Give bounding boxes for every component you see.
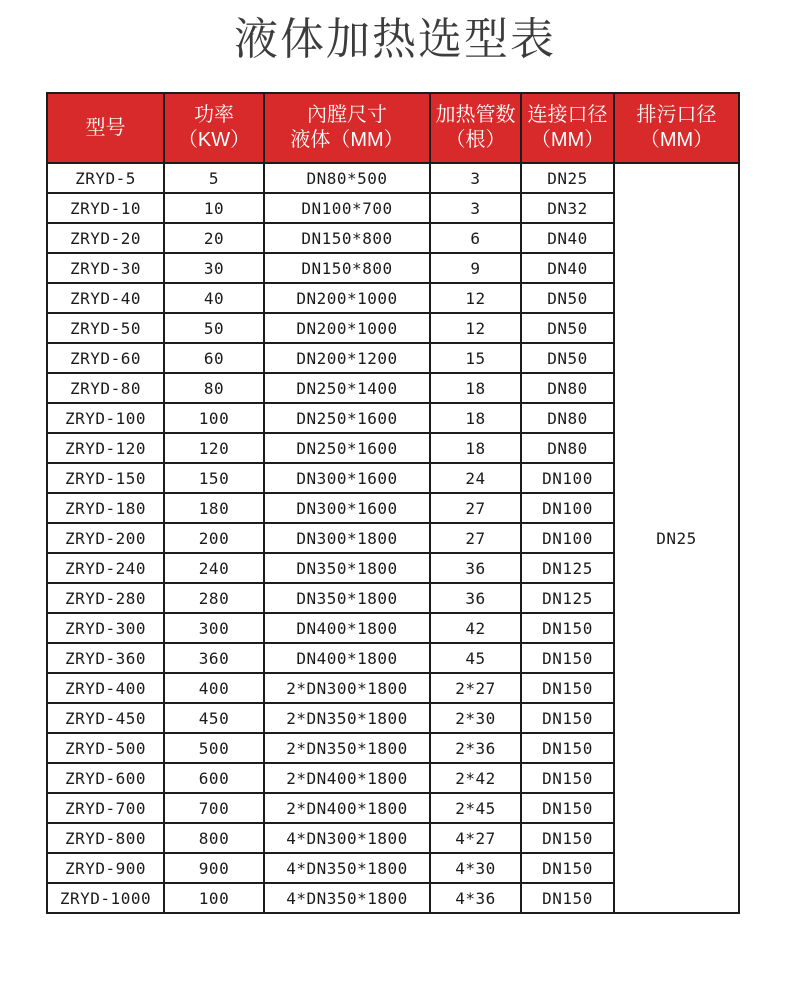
cell-power: 240: [164, 553, 264, 583]
cell-connection-diameter: DN150: [521, 763, 614, 793]
header-line: 功率: [194, 104, 234, 126]
cell-model: ZRYD-30: [47, 253, 164, 283]
cell-model: ZRYD-280: [47, 583, 164, 613]
cell-power: 180: [164, 493, 264, 523]
cell-chamber-size: DN100*700: [264, 193, 430, 223]
cell-connection-diameter: DN150: [521, 733, 614, 763]
cell-power: 900: [164, 853, 264, 883]
cell-connection-diameter: DN80: [521, 373, 614, 403]
cell-power: 360: [164, 643, 264, 673]
cell-connection-diameter: DN150: [521, 703, 614, 733]
cell-power: 80: [164, 373, 264, 403]
cell-connection-diameter: DN150: [521, 853, 614, 883]
cell-model: ZRYD-360: [47, 643, 164, 673]
cell-chamber-size: DN250*1400: [264, 373, 430, 403]
cell-power: 200: [164, 523, 264, 553]
cell-chamber-size: DN250*1600: [264, 403, 430, 433]
header-row: [47, 93, 739, 163]
header-line: 內膛尺寸: [307, 104, 387, 126]
cell-tube-count: 12: [430, 283, 521, 313]
cell-chamber-size: 2*DN400*1800: [264, 763, 430, 793]
col-header-connection-diameter: [521, 93, 614, 163]
cell-connection-diameter: DN150: [521, 673, 614, 703]
col-header-drain-diameter: [614, 93, 739, 163]
cell-model: ZRYD-240: [47, 553, 164, 583]
header-line: （MM）: [639, 129, 714, 151]
cell-power: 700: [164, 793, 264, 823]
cell-model: ZRYD-600: [47, 763, 164, 793]
cell-connection-diameter: DN150: [521, 793, 614, 823]
cell-model: ZRYD-400: [47, 673, 164, 703]
cell-tube-count: 6: [430, 223, 521, 253]
cell-model: ZRYD-20: [47, 223, 164, 253]
cell-power: 50: [164, 313, 264, 343]
cell-connection-diameter: DN32: [521, 193, 614, 223]
cell-power: 40: [164, 283, 264, 313]
cell-power: 30: [164, 253, 264, 283]
cell-model: ZRYD-180: [47, 493, 164, 523]
cell-tube-count: 3: [430, 193, 521, 223]
cell-model: ZRYD-100: [47, 403, 164, 433]
cell-tube-count: 42: [430, 613, 521, 643]
cell-connection-diameter: DN150: [521, 883, 614, 913]
cell-model: ZRYD-500: [47, 733, 164, 763]
cell-chamber-size: 2*DN350*1800: [264, 733, 430, 763]
cell-chamber-size: 4*DN350*1800: [264, 853, 430, 883]
cell-model: ZRYD-800: [47, 823, 164, 853]
table-row: [47, 163, 739, 193]
cell-chamber-size: 4*DN300*1800: [264, 823, 430, 853]
cell-chamber-size: DN150*800: [264, 223, 430, 253]
cell-connection-diameter: DN80: [521, 403, 614, 433]
cell-connection-diameter: DN40: [521, 223, 614, 253]
cell-chamber-size: DN350*1800: [264, 583, 430, 613]
cell-chamber-size: 4*DN350*1800: [264, 883, 430, 913]
cell-model: ZRYD-900: [47, 853, 164, 883]
cell-chamber-size: DN200*1200: [264, 343, 430, 373]
cell-chamber-size: 2*DN400*1800: [264, 793, 430, 823]
cell-tube-count: 2*30: [430, 703, 521, 733]
cell-power: 500: [164, 733, 264, 763]
cell-tube-count: 2*36: [430, 733, 521, 763]
cell-chamber-size: DN300*1600: [264, 493, 430, 523]
cell-model: ZRYD-300: [47, 613, 164, 643]
cell-model: ZRYD-60: [47, 343, 164, 373]
cell-power: 100: [164, 403, 264, 433]
cell-chamber-size: DN200*1000: [264, 283, 430, 313]
cell-chamber-size: DN350*1800: [264, 553, 430, 583]
cell-tube-count: 3: [430, 163, 521, 193]
cell-tube-count: 24: [430, 463, 521, 493]
cell-model: ZRYD-10: [47, 193, 164, 223]
cell-connection-diameter: DN100: [521, 493, 614, 523]
table-body: [47, 163, 739, 913]
cell-chamber-size: DN250*1600: [264, 433, 430, 463]
cell-model: ZRYD-1000: [47, 883, 164, 913]
cell-tube-count: 4*30: [430, 853, 521, 883]
header-line: 排污口径: [636, 104, 717, 126]
cell-power: 600: [164, 763, 264, 793]
cell-chamber-size: 2*DN300*1800: [264, 673, 430, 703]
cell-tube-count: 18: [430, 403, 521, 433]
cell-connection-diameter: DN25: [521, 163, 614, 193]
cell-model: ZRYD-50: [47, 313, 164, 343]
cell-connection-diameter: DN50: [521, 283, 614, 313]
cell-chamber-size: DN300*1600: [264, 463, 430, 493]
cell-tube-count: 45: [430, 643, 521, 673]
cell-tube-count: 2*27: [430, 673, 521, 703]
cell-chamber-size: DN80*500: [264, 163, 430, 193]
cell-tube-count: 9: [430, 253, 521, 283]
cell-connection-diameter: DN80: [521, 433, 614, 463]
cell-tube-count: 4*27: [430, 823, 521, 853]
header-line: 液体（MM）: [290, 129, 404, 151]
cell-power: 280: [164, 583, 264, 613]
cell-model: ZRYD-80: [47, 373, 164, 403]
cell-model: ZRYD-40: [47, 283, 164, 313]
cell-tube-count: 15: [430, 343, 521, 373]
cell-tube-count: 12: [430, 313, 521, 343]
cell-connection-diameter: DN125: [521, 583, 614, 613]
cell-connection-diameter: DN100: [521, 463, 614, 493]
col-header-power: [164, 93, 264, 163]
cell-power: 60: [164, 343, 264, 373]
cell-power: 150: [164, 463, 264, 493]
col-header-model: [47, 93, 164, 163]
cell-tube-count: 4*36: [430, 883, 521, 913]
col-header-chamber-size: [264, 93, 430, 163]
cell-model: ZRYD-700: [47, 793, 164, 823]
cell-power: 800: [164, 823, 264, 853]
cell-connection-diameter: DN150: [521, 823, 614, 853]
cell-tube-count: 18: [430, 433, 521, 463]
header-line: （MM）: [530, 129, 605, 151]
cell-chamber-size: DN400*1800: [264, 613, 430, 643]
cell-power: 5: [164, 163, 264, 193]
cell-chamber-size: DN150*800: [264, 253, 430, 283]
cell-power: 450: [164, 703, 264, 733]
cell-chamber-size: DN400*1800: [264, 643, 430, 673]
cell-drain-diameter-merged: DN25: [614, 163, 739, 913]
cell-tube-count: 18: [430, 373, 521, 403]
cell-power: 20: [164, 223, 264, 253]
cell-connection-diameter: DN40: [521, 253, 614, 283]
cell-power: 100: [164, 883, 264, 913]
cell-power: 400: [164, 673, 264, 703]
header-line: （根）: [445, 129, 506, 151]
cell-connection-diameter: DN125: [521, 553, 614, 583]
cell-connection-diameter: DN150: [521, 613, 614, 643]
cell-tube-count: 27: [430, 523, 521, 553]
header-line: 型号: [85, 116, 126, 139]
cell-model: ZRYD-450: [47, 703, 164, 733]
cell-connection-diameter: DN100: [521, 523, 614, 553]
cell-power: 300: [164, 613, 264, 643]
cell-power: 10: [164, 193, 264, 223]
cell-connection-diameter: DN150: [521, 643, 614, 673]
cell-tube-count: 36: [430, 553, 521, 583]
liquid-heating-selection-table: [46, 92, 740, 914]
header-line: （KW）: [177, 129, 251, 151]
header-line: 加热管数: [435, 104, 516, 126]
col-header-tube-count: [430, 93, 521, 163]
page-title: 液体加热选型表: [234, 15, 556, 64]
cell-tube-count: 27: [430, 493, 521, 523]
header-line: 连接口径: [527, 104, 608, 126]
cell-chamber-size: 2*DN350*1800: [264, 703, 430, 733]
cell-tube-count: 36: [430, 583, 521, 613]
cell-model: ZRYD-150: [47, 463, 164, 493]
cell-chamber-size: DN300*1800: [264, 523, 430, 553]
cell-tube-count: 2*42: [430, 763, 521, 793]
cell-connection-diameter: DN50: [521, 313, 614, 343]
cell-chamber-size: DN200*1000: [264, 313, 430, 343]
cell-tube-count: 2*45: [430, 793, 521, 823]
cell-power: 120: [164, 433, 264, 463]
cell-model: ZRYD-200: [47, 523, 164, 553]
cell-model: ZRYD-5: [47, 163, 164, 193]
cell-model: ZRYD-120: [47, 433, 164, 463]
cell-connection-diameter: DN50: [521, 343, 614, 373]
